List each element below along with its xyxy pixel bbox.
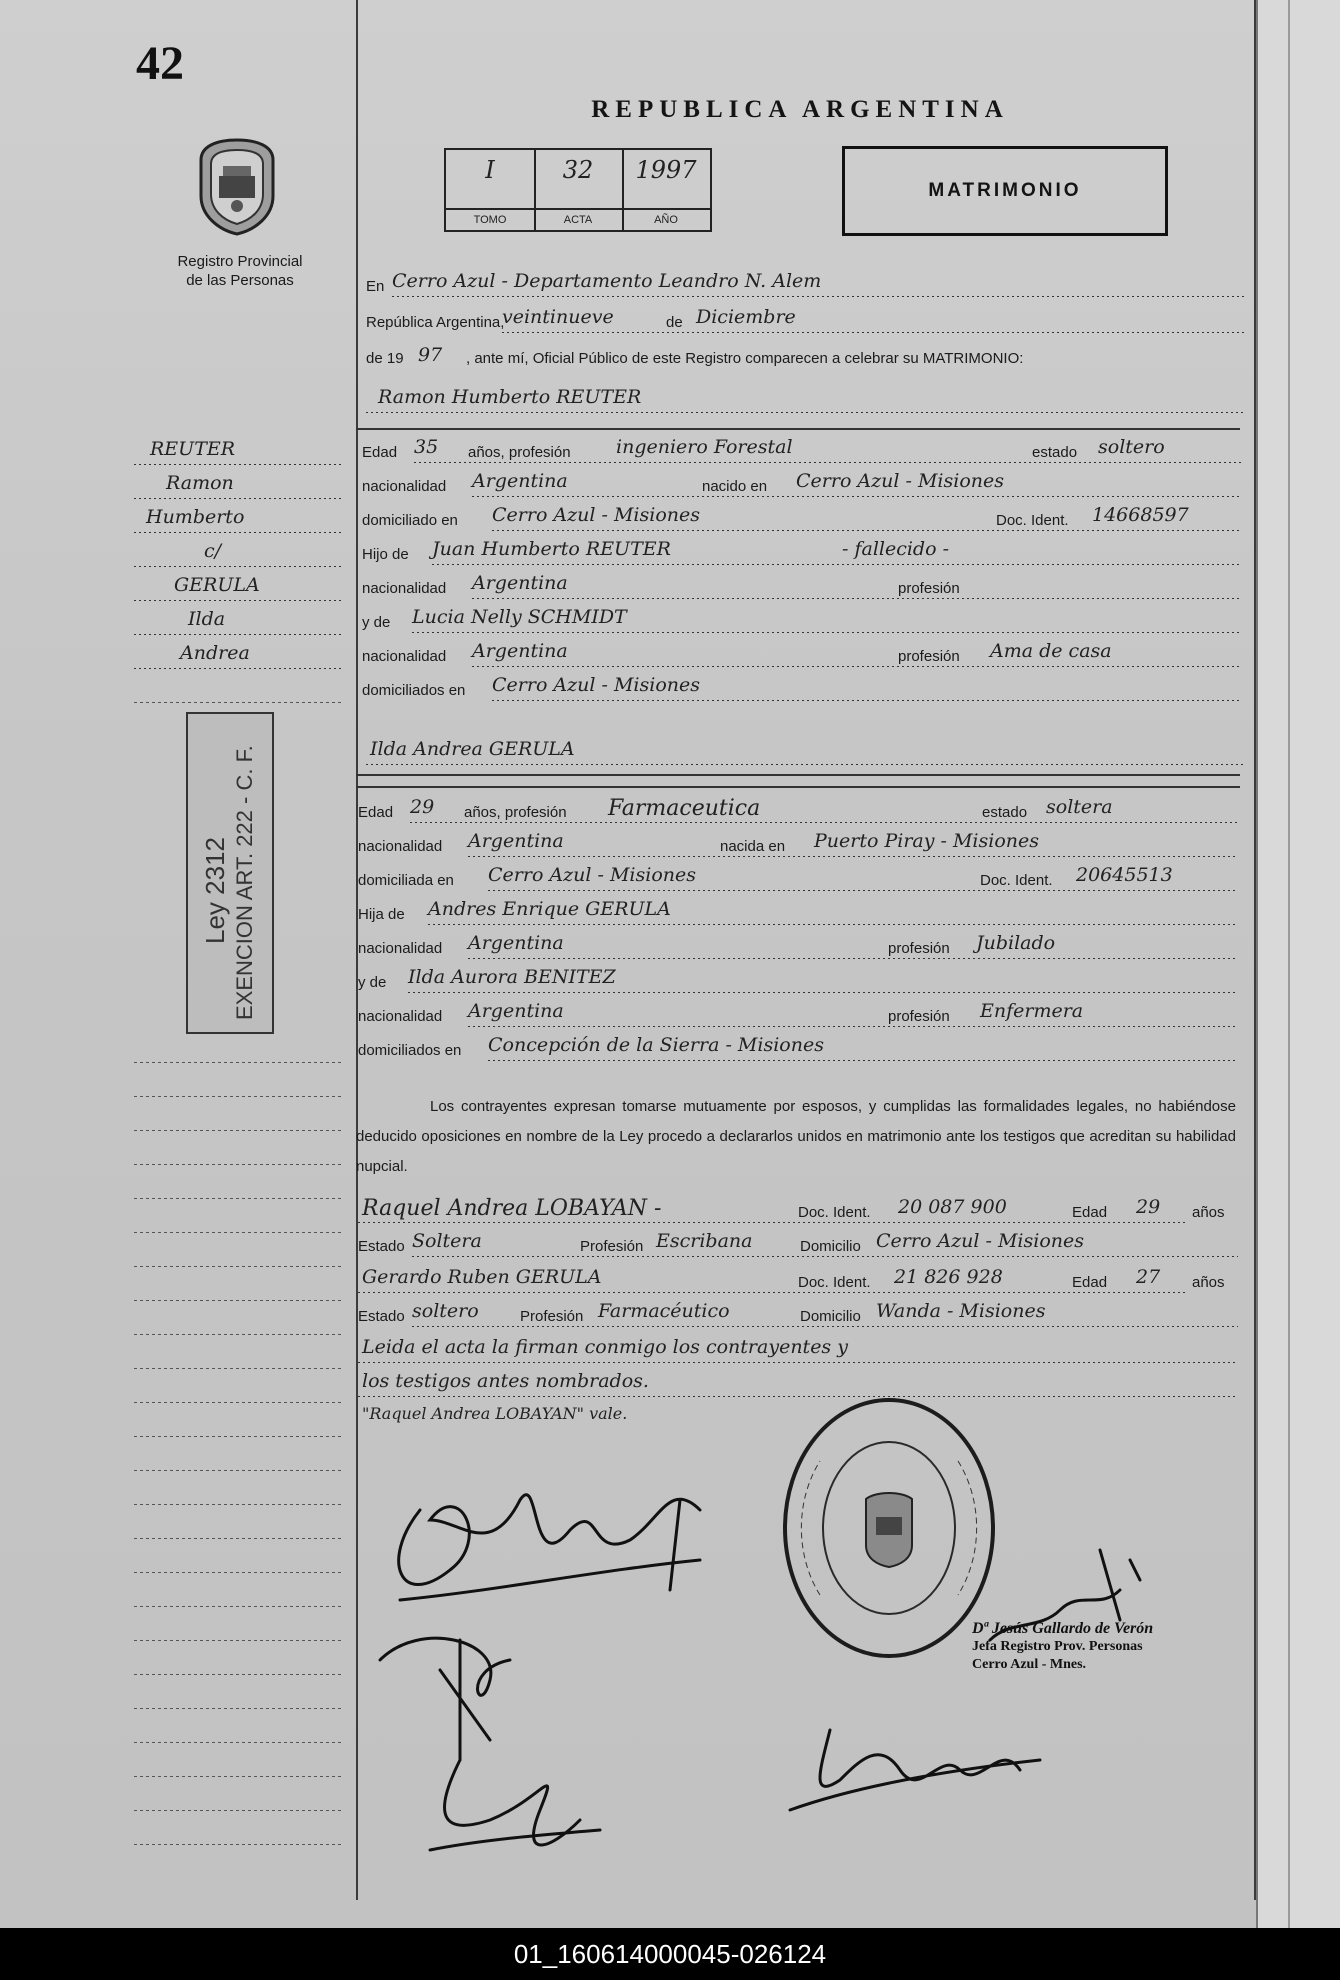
- groom-mother-profession: Ama de casa: [990, 640, 1112, 662]
- witness-1-profession: Escribana: [656, 1230, 753, 1252]
- page-number: 42: [136, 37, 184, 90]
- official-name: Dª Jesús Gallardo de Verón: [972, 1620, 1154, 1637]
- margin-name-1: REUTER: [134, 438, 344, 468]
- bride-domicile: Cerro Azul - Misiones: [488, 864, 696, 886]
- bride-mother-nationality-row: nacionalidad Argentina profesión Enfermera: [358, 1000, 1238, 1030]
- bride-father-nationality: Argentina: [468, 932, 564, 954]
- groom-father-nationality: Argentina: [472, 572, 568, 594]
- bride-father-profession: Jubilado: [976, 932, 1056, 954]
- groom-mother-nationality-row: nacionalidad Argentina profesión Ama de casa: [362, 640, 1242, 670]
- witness-2-profession: Farmacéutico: [598, 1300, 730, 1322]
- bride-parents-domicile: Concepción de la Sierra - Misiones: [488, 1034, 824, 1056]
- bride-profession: Farmaceutica: [608, 796, 761, 821]
- witness-1-doc: 20 087 900: [898, 1196, 1007, 1218]
- witness-1-domicile: Cerro Azul - Misiones: [876, 1230, 1084, 1252]
- groom-doc: 14668597: [1092, 504, 1189, 526]
- groom-parents-domicile: Cerro Azul - Misiones: [492, 674, 700, 696]
- provincial-seal-icon: [193, 136, 281, 236]
- country-heading: REPUBLICA ARGENTINA: [591, 96, 1009, 123]
- act-type-box: MATRIMONIO: [842, 146, 1168, 236]
- intro-row-3: de 19 97 , ante mí, Oficial Público de este Registro comparecen a celebrar su MATRIMONIO:: [366, 344, 1024, 367]
- binding-edge: [1256, 0, 1340, 1928]
- margin-name-4: c/: [134, 540, 344, 570]
- groom-full-name: Ramon Humberto REUTER: [378, 386, 642, 408]
- official-title: Jefa Registro Prov. Personas: [972, 1639, 1143, 1654]
- witness-1-row: Raquel Andrea LOBAYAN - Doc. Ident. 20 087 900 Edad 29 años: [358, 1196, 1238, 1226]
- closing-note-line-1: Leida el acta la firman conmigo los contrayentes y: [358, 1336, 1238, 1366]
- official-place: Cerro Azul - Mnes.: [972, 1657, 1087, 1672]
- bride-name-row: [366, 732, 1246, 762]
- bride-age: 29: [410, 796, 435, 818]
- groom-father-note: - fallecido -: [842, 538, 949, 560]
- bride-status: soltera: [1046, 796, 1113, 818]
- bride-full-name: Ilda Andrea GERULA: [370, 738, 575, 760]
- marriage-year: 97: [418, 344, 443, 366]
- bride-age-row: Edad 29 años, profesión Farmaceutica estado soltera: [358, 796, 1238, 826]
- groom-birthplace: Cerro Azul - Misiones: [796, 470, 1004, 492]
- margin-name-5: GERULA: [134, 574, 344, 604]
- intro-row-1: En Cerro Azul - Departamento Leandro N. Alem: [366, 270, 1246, 300]
- marriage-day: veintinueve: [502, 306, 614, 328]
- bride-nationality-row: nacionalidad Argentina nacida en Puerto Piray - Misiones: [358, 830, 1238, 860]
- bride-birthplace: Puerto Piray - Misiones: [814, 830, 1039, 852]
- marriage-place: Cerro Azul - Departamento Leandro N. Alem: [392, 270, 822, 292]
- groom-profession: ingeniero Forestal: [616, 436, 793, 458]
- signature-witness-1: [790, 1730, 1040, 1810]
- closing-note-line-2: los testigos antes nombrados.: [358, 1370, 1238, 1400]
- bride-mother: Ilda Aurora BENITEZ: [408, 966, 616, 988]
- bride-doc: 20645513: [1076, 864, 1173, 886]
- margin-name-3: Humberto: [134, 506, 344, 536]
- witness-2-name: Gerardo Ruben GERULA: [362, 1266, 602, 1288]
- margin-name-6: Ilda: [134, 608, 344, 638]
- groom-mother-row: y de Lucia Nelly SCHMIDT: [362, 606, 1242, 636]
- witness-2-row: Gerardo Ruben GERULA Doc. Ident. 21 826 928 Edad 27 años: [358, 1266, 1238, 1296]
- acta-value: 32: [562, 156, 594, 184]
- groom-age-row: Edad 35 años, profesión ingeniero Forestal estado soltero: [362, 436, 1242, 466]
- bride-mother-row: y de Ilda Aurora BENITEZ: [358, 966, 1238, 996]
- bride-father: Andres Enrique GERULA: [428, 898, 671, 920]
- margin-name-2: Ramon: [134, 472, 344, 502]
- bride-nationality: Argentina: [468, 830, 564, 852]
- groom-father-row: Hijo de Juan Humberto REUTER - fallecido -: [362, 538, 1242, 568]
- bride-mother-nationality: Argentina: [468, 1000, 564, 1022]
- witness-2-domicile: Wanda - Misiones: [876, 1300, 1046, 1322]
- groom-mother-nationality: Argentina: [472, 640, 568, 662]
- groom-age: 35: [414, 436, 439, 458]
- groom-mother: Lucia Nelly SCHMIDT: [412, 606, 627, 628]
- declaration-paragraph: Los contrayentes expresan tomarse mutuamente por esposos, y cumplidas las formalidades legales, no habiéndose deducido oposiciones en nombre de la Ley procedo a declararlos unidos en matrimonio ante los testigos que acreditan su habilidad nupcial.: [356, 1098, 1236, 1175]
- right-divider: [1254, 0, 1256, 1900]
- witness-1-age: 29: [1136, 1196, 1161, 1218]
- ano-value: 1997: [635, 156, 697, 184]
- witness-2-status: soltero: [412, 1300, 479, 1322]
- groom-name-row: [366, 382, 1246, 412]
- closing-note-line-3: "Raquel Andrea LOBAYAN" vale.: [362, 1404, 628, 1423]
- witness-1-name: Raquel Andrea LOBAYAN -: [362, 1196, 662, 1221]
- bride-domicile-row: domiciliada en Cerro Azul - Misiones Doc. Ident. 20645513: [358, 864, 1238, 894]
- groom-status: soltero: [1098, 436, 1165, 458]
- groom-father-nationality-row: nacionalidad Argentina profesión: [362, 572, 1242, 602]
- bride-father-row: Hija de Andres Enrique GERULA: [358, 898, 1238, 928]
- record-reference-box: [444, 148, 712, 232]
- signature-groom: [399, 1495, 700, 1590]
- registry-official: [972, 1620, 1252, 1674]
- witness-2-age: 27: [1136, 1266, 1161, 1288]
- bride-father-nationality-row: nacionalidad Argentina profesión Jubilado: [358, 932, 1238, 962]
- scan-identifier: 01_160614000045-026124: [0, 1928, 1340, 1980]
- marriage-month: Diciembre: [696, 306, 796, 328]
- intro-row-2: República Argentina, veintinueve de Diciembre: [366, 306, 1246, 336]
- tomo-value: I: [485, 156, 495, 184]
- bride-mother-profession: Enfermera: [980, 1000, 1084, 1022]
- witness-2-details-row: Estado soltero Profesión Farmacéutico Domicilio Wanda - Misiones: [358, 1300, 1238, 1330]
- groom-parents-domicile-row: domiciliados en Cerro Azul - Misiones: [362, 674, 1242, 704]
- witness-1-details-row: Estado Soltera Profesión Escribana Domicilio Cerro Azul - Misiones: [358, 1230, 1238, 1260]
- groom-nationality: Argentina: [472, 470, 568, 492]
- registry-name: Registro Provincial de las Personas: [177, 253, 303, 289]
- groom-domicile-row: domiciliado en Cerro Azul - Misiones Doc. Ident. 14668597: [362, 504, 1242, 534]
- groom-father: Juan Humberto REUTER: [432, 538, 671, 560]
- signature-witness-2: [430, 1760, 600, 1850]
- witness-2-doc: 21 826 928: [894, 1266, 1003, 1288]
- bride-parents-domicile-row: domiciliados en Concepción de la Sierra - Misiones: [358, 1034, 1238, 1064]
- margin-name-7: Andrea: [134, 642, 344, 672]
- tomo-label: TOMO: [446, 208, 534, 230]
- ano-label: AÑO: [622, 208, 710, 230]
- witness-1-status: Soltera: [412, 1230, 482, 1252]
- acta-label: ACTA: [534, 208, 622, 230]
- groom-nationality-row: nacionalidad Argentina nacido en Cerro Azul - Misiones: [362, 470, 1242, 500]
- exemption-stamp: Ley 2312 EXENCION ART. 222 - C. F.: [186, 712, 274, 1034]
- groom-domicile: Cerro Azul - Misiones: [492, 504, 700, 526]
- signature-bride: [380, 1638, 510, 1760]
